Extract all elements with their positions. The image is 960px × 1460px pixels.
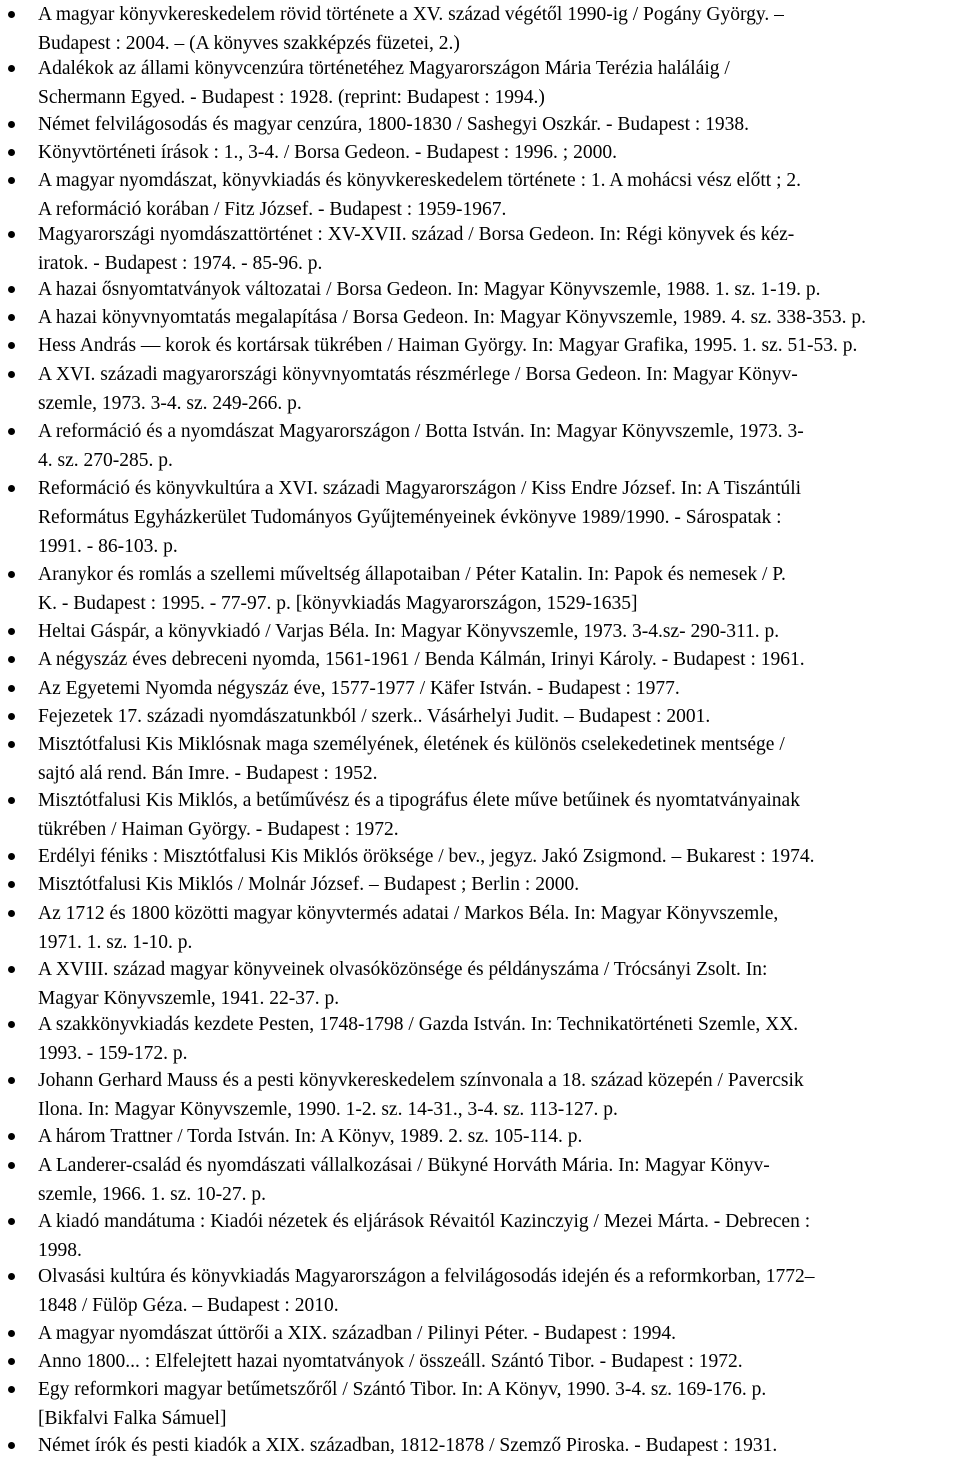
entry-text: A XVI. századi magyarországi könyvnyomtatás részmérlege / Borsa Gedeon. In: Magyar Könyv- szemle, 1973. 3-4. sz. 249-266. p. [38,364,798,414]
entry-text: Misztótfalusi Kis Miklós, a betűművész és a tipográfus élete műve betűinek és nyomtatványainak tükrében / Haiman György. - Budapest : 1972. [38,790,800,840]
entry-text: A négyszáz éves debreceni nyomda, 1561-1961 / Benda Kálmán, Irinyi Károly. - Budapest : 1961. [38,649,805,670]
entry-text: Magyarországi nyomdászattörténet : XV-XVII. század / Borsa Gedeon. In: Régi könyvek és kéz- iratok. - Budapest : 1974. - 85-96. p. [38,224,795,274]
bullet-icon [8,314,15,321]
bullet-icon [8,1386,15,1393]
entry-text: Misztótfalusi Kis Miklós / Molnár József. – Budapest ; Berlin : 2000. [38,874,580,895]
bullet-icon [8,910,15,917]
entry-text: Erdélyi féniks : Misztótfalusi Kis Miklós öröksége / bev., jegyz. Jakó Zsigmond. – Bukarest : 1974. [38,846,815,867]
bullet-icon [8,797,15,804]
bullet-icon [8,1077,15,1084]
entry-text: Könyvtörténeti írások : 1., 3-4. / Borsa Gedeon. - Budapest : 1996. ; 2000. [38,142,617,163]
bullet-icon [8,571,15,578]
entry-text: Fejezetek 17. századi nyomdászatunkból / szerk.. Vásárhelyi Judit. – Budapest : 2001. [38,706,711,727]
bullet-icon [8,428,15,435]
entry-text: Anno 1800... : Elfelejtett hazai nyomtatványok / összeáll. Szántó Tibor. - Budapest : 1972. [38,1351,743,1372]
bullet-icon [8,1021,15,1028]
bullet-icon [8,11,15,18]
bullet-icon [8,286,15,293]
bullet-icon [8,741,15,748]
entry-text: A magyar nyomdászat, könyvkiadás és könyvkereskedelem története : 1. A mohácsi vész előtt ; 2. A reformáció korában / Fitz József. - Budapest : 1959-1967. [38,170,802,220]
entry-text: A XVIII. század magyar könyveinek olvasóközönsége és példányszáma / Trócsányi Zsolt. In: Magyar Könyvszemle, 1941. 22-37. p. [38,959,768,1009]
entry-text: Német felvilágosodás és magyar cenzúra, 1800-1830 / Sashegyi Oszkár. - Budapest : 1938. [38,114,750,135]
bullet-icon [8,371,15,378]
entry-text: Német írók és pesti kiadók a XIX. században, 1812-1878 / Szemző Piroska. - Budapest : 1931. [38,1435,778,1456]
entry-text: Az 1712 és 1800 közötti magyar könyvtermés adatai / Markos Béla. In: Magyar Könyvszemle, 1971. 1. sz. 1-10. p. [38,903,779,953]
entry-text: A kiadó mandátuma : Kiadói nézetek és eljárások Révaitól Kazinczyig / Mezei Márta. - Debrecen : 1998. [38,1211,811,1261]
bullet-icon [8,1133,15,1140]
entry-text: Az Egyetemi Nyomda négyszáz éve, 1577-1977 / Käfer István. - Budapest : 1977. [38,678,680,699]
bullet-icon [8,713,15,720]
bullet-icon [8,1162,15,1169]
entry-text: Olvasási kultúra és könyvkiadás Magyarországon a felvilágosodás idején és a reformkorban, 1772– 1848 / Fülöp Géza. – Budapest : 2010. [38,1266,815,1316]
entry-text: A magyar nyomdászat úttörői a XIX. században / Pilinyi Péter. - Budapest : 1994. [38,1323,676,1344]
entry-text: A szakkönyvkiadás kezdete Pesten, 1748-1798 / Gazda István. In: Technikatörténeti Szemle, XX. 1993. - 159-172. p. [38,1014,799,1064]
bullet-icon [8,628,15,635]
entry-text: A magyar könyvkereskedelem rövid története a XV. század végétől 1990-ig / Pogány György. – Budapest : 2004. – (A könyves szakképzés füzetei, 2.) [38,4,784,54]
bullet-icon [8,685,15,692]
bullet-icon [8,65,15,72]
entry-text: Johann Gerhard Mauss és a pesti könyvkereskedelem színvonala a 18. század közepén / Pavercsik Ilona. In: Magyar Könyvszemle, 1990. 1-2. sz. 14-31., 3-4. sz. 113-127. p. [38,1070,804,1120]
bullet-icon [8,177,15,184]
bullet-icon [8,1442,15,1449]
bullet-icon [8,231,15,238]
bullet-icon [8,485,15,492]
entry-text: A Landerer-család és nyomdászati vállalkozásai / Bükyné Horváth Mária. In: Magyar Könyv- szemle, 1966. 1. sz. 10-27. p. [38,1155,770,1205]
entry-text: Misztótfalusi Kis Miklósnak maga személyének, életének és különös cselekedetinek mentsége / sajtó alá rend. Bán Imre. - Budapest : 1952. [38,734,785,784]
entry-text: Heltai Gáspár, a könyvkiadó / Varjas Béla. In: Magyar Könyvszemle, 1973. 3-4.sz- 290-311. p. [38,621,780,642]
bullet-icon [8,149,15,156]
entry-text: A hazai könyvnyomtatás megalapítása / Borsa Gedeon. In: Magyar Könyvszemle, 1989. 4. sz. 338-353. p. [38,307,867,328]
entry-text: Reformáció és könyvkultúra a XVI. századi Magyarországon / Kiss Endre József. In: A Tiszántúli Református Egyházkerület Tudományos Gyűjteményeinek évkönyve 1989/1990. - Sárospatak : 1991. - 86-103. p. [38,478,802,557]
bullet-icon [8,342,15,349]
entry-text: Adalékok az állami könyvcenzúra történetéhez Magyarországon Mária Terézia haláláig / Schermann Egyed. - Budapest : 1928. (reprint: Budapest : 1994.) [38,58,730,108]
bullet-icon [8,881,15,888]
bullet-icon [8,966,15,973]
bullet-icon [8,1358,15,1365]
bullet-icon [8,121,15,128]
bullet-icon [8,1218,15,1225]
bullet-icon [8,1273,15,1280]
bullet-icon [8,1330,15,1337]
entry-text: A három Trattner / Torda István. In: A Könyv, 1989. 2. sz. 105-114. p. [38,1126,583,1147]
entry-text: Hess András — korok és kortársak tükrében / Haiman György. In: Magyar Grafika, 1995. 1. sz. 51-53. p. [38,335,858,356]
entry-text: Aranykor és romlás a szellemi műveltség állapotaiban / Péter Katalin. In: Papok és nemesek / P. K. - Budapest : 1995. - 77-97. p. [könyvkiadás Magyarországon, 1529-1635] [38,564,786,614]
entry-text: A reformáció és a nyomdászat Magyarországon / Botta István. In: Magyar Könyvszemle, 1973. 3- 4. sz. 270-285. p. [38,421,804,471]
bullet-icon [8,656,15,663]
entry-text: A hazai ősnyomtatványok változatai / Borsa Gedeon. In: Magyar Könyvszemle, 1988. 1. sz. 1-19. p. [38,279,821,300]
bullet-icon [8,853,15,860]
entry-text: Egy reformkori magyar betűmetszőről / Szántó Tibor. In: A Könyv, 1990. 3-4. sz. 169-176. p. [Bikfalvi Falka Sámuel] [38,1379,767,1429]
